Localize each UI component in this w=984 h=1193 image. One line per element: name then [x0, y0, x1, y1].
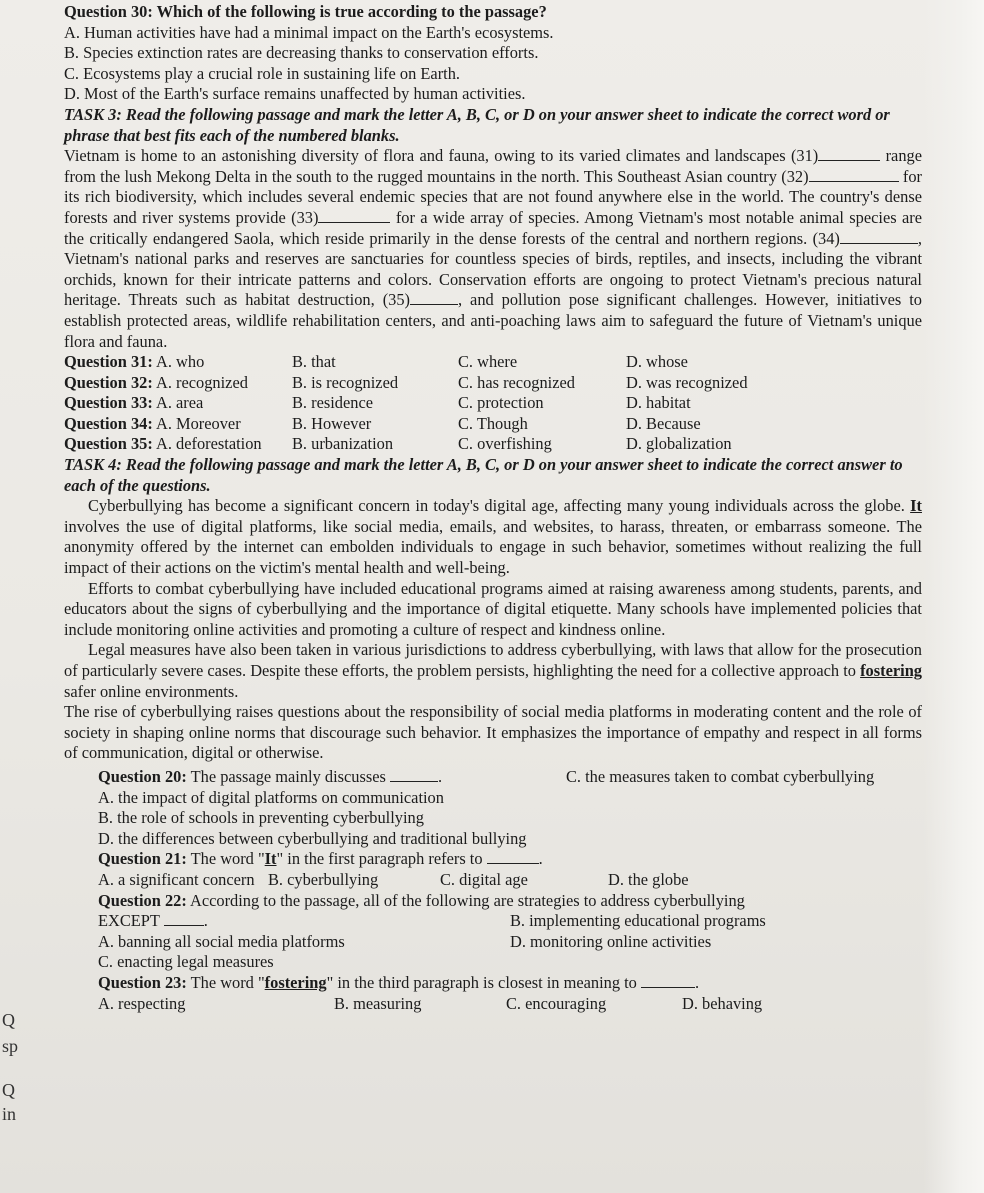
task-3-instruction: TASK 3: Read the following passage and mark the letter A, B, C, or D on your answer sheet to indicate the correct word or phrase that best fits each of the numbered blanks.: [64, 104, 890, 145]
question-20: Question 20: The passage mainly discusses . A. the impact of digital platforms on communication C. the measures taken to combat cyberbullying B. the role of schools in preventing cyberbullying D. the differences between cyberbullying and traditional bullying: [64, 767, 922, 849]
page-edge-shadow: [924, 0, 984, 1193]
question-34-option-d[interactable]: D. Because: [626, 413, 701, 433]
question-23-option-b[interactable]: B. measuring: [334, 993, 422, 1013]
question-31-option-c[interactable]: C. where: [458, 352, 518, 372]
question-20-option-a[interactable]: A. the impact of digital platforms on communication: [98, 787, 444, 807]
question-35-option-c[interactable]: C. overfishing: [458, 434, 552, 454]
question-22-option-d[interactable]: D. monitoring online activities: [510, 931, 712, 951]
question-32-option-d[interactable]: D. was recognized: [626, 372, 748, 392]
question-21-option-d[interactable]: D. the globe: [608, 869, 689, 889]
question-31-option-a[interactable]: A. who: [156, 352, 205, 372]
question-23-label: Question 23:: [98, 972, 187, 992]
blank-33-number: (33): [291, 207, 319, 227]
question-34-option-c[interactable]: C. Though: [458, 413, 528, 433]
question-33-option-b[interactable]: B. residence: [292, 393, 374, 413]
paragraph-1-start: Cyberbullying has become a significant concern in today's digital age, affecting many young individuals across the globe.: [88, 496, 905, 516]
question-21: Question 21: The word "It" in the first paragraph refers to . A. a significant concern B. cyberbullying C. digital age D. the globe: [98, 849, 689, 889]
question-32-label-a: Question 32: A. recognized: [64, 372, 248, 392]
blank-31-number: (31): [790, 146, 819, 166]
question-22-except: EXCEPT: [98, 911, 160, 931]
question-31-label-a: Question 31: A. who: [64, 352, 205, 372]
task-4-instruction: TASK 4: Read the following passage and mark the letter A, B, C, or D on your answer sheet to indicate the correct answer to each of the questions.: [64, 455, 903, 495]
question-22-option-a[interactable]: A. banning all social media platforms: [98, 931, 345, 951]
question-23-stem-post: " in the third paragraph is closest in meaning to: [326, 972, 637, 992]
question-23-option-a[interactable]: A. respecting: [98, 993, 186, 1013]
question-21-stem-pre: The word ": [190, 849, 265, 869]
question-35-option-d[interactable]: D. globalization: [626, 434, 732, 454]
paragraph-3-rest: safer online environments.: [64, 681, 239, 701]
referenced-word-it: It: [910, 496, 922, 516]
worksheet-content: [64, 2, 922, 1014]
question-23-option-d[interactable]: D. behaving: [682, 993, 763, 1013]
question-21-label: Question 21:: [98, 849, 187, 869]
referenced-word-fostering: fostering: [860, 661, 922, 680]
blank-35[interactable]: [410, 292, 458, 305]
question-30-option-d[interactable]: D. Most of the Earth's surface remains unaffected by human activities.: [64, 84, 526, 104]
question-35-label-a: Question 35: A. deforestation: [64, 434, 262, 454]
question-34-label-a: Question 34: A. Moreover: [64, 413, 241, 433]
question-35-option-b[interactable]: B. urbanization: [292, 434, 394, 454]
question-20-blank[interactable]: [390, 769, 438, 782]
paragraph-1-rest: involves the use of digital platforms, like social media, emails, and websites, to harass, threaten, or embarrass someone. The anonymity offered by the internet can embolden individuals to engage in such behavior, sometimes without realizing the full impact of their actions on the victim's mental health and well-being.: [64, 516, 922, 578]
question-23-word: fostering: [264, 972, 327, 992]
question-21-word: It: [264, 849, 277, 869]
question-21-blank[interactable]: [487, 851, 539, 864]
question-32-option-a[interactable]: A. recognized: [156, 372, 248, 392]
question-30-option-b[interactable]: B. Species extinction rates are decreasing thanks to conservation efforts.: [64, 43, 539, 63]
passage-paragraph-4: The rise of cyberbullying raises questions about the responsibility of social media platforms in moderating content and the role of society in shaping online norms that discourage such behavior. It emphasizes the importance of empathy and respect in all forms of communication, digital or otherwise.: [64, 702, 922, 763]
question-33-option-d[interactable]: D. habitat: [626, 393, 691, 413]
question-33-label-a: Question 33: A. area: [64, 393, 204, 413]
blank-35-number: (35): [382, 290, 410, 310]
passage-text-3: for its rich biodiversity, which includes several endemic species that are not found anywhere else in the world. The country's dense forests and river systems provide: [64, 166, 922, 227]
question-31-option-b[interactable]: B. that: [292, 352, 336, 372]
margin-letter-1: Q: [2, 1010, 15, 1030]
question-33-option-a[interactable]: A. area: [156, 393, 204, 413]
passage-paragraph-1: [64, 496, 922, 578]
passage-paragraph-3: [64, 640, 922, 702]
question-21-option-b[interactable]: B. cyberbullying: [268, 869, 379, 889]
blank-31[interactable]: [818, 148, 880, 161]
question-20-label: Question 20:: [98, 766, 187, 786]
question-30-stem: Question 30: Which of the following is true according to the passage?: [64, 2, 547, 21]
passage-text-5: , Vietnam's national parks and reserves are sanctuaries for countless species of birds, reptiles, and insects, including the vibrant orchids, known for their intricate patterns and colors. Conservation efforts are ongoing to protect Vietnam's precious natural heritage. Threats such as habitat destruction,: [64, 228, 922, 310]
blank-32-number: (32): [781, 166, 809, 186]
question-20-option-d[interactable]: D. the differences between cyberbullying and traditional bullying: [98, 828, 527, 848]
margin-letter-3: Q: [2, 1080, 15, 1100]
question-35-option-a[interactable]: A. deforestation: [156, 434, 262, 454]
paragraph-3-start: Legal measures have also been taken in various jurisdictions to address cyberbullying, with laws that allow for the prosecution of particularly severe cases. Despite these efforts, the problem persists, highlighting the need for a collective approach to: [64, 640, 922, 680]
question-22-option-b[interactable]: B. implementing educational programs: [510, 911, 766, 931]
question-32-option-b[interactable]: B. is recognized: [292, 372, 399, 392]
question-21-option-c[interactable]: C. digital age: [440, 869, 528, 889]
blank-32[interactable]: [809, 169, 899, 182]
question-23-stem-pre: The word ": [190, 972, 265, 992]
question-30-option-c[interactable]: C. Ecosystems play a crucial role in sustaining life on Earth.: [64, 63, 461, 83]
question-23: Question 23: The word "fostering" in the third paragraph is closest in meaning to . A. respecting B. measuring C. encouraging D. behaving: [98, 972, 763, 1013]
task-3-passage: [64, 146, 922, 352]
question-34-option-a[interactable]: A. Moreover: [156, 413, 241, 433]
question-23-blank[interactable]: [641, 975, 695, 988]
question-22-option-c[interactable]: C. enacting legal measures: [98, 952, 274, 972]
passage-text-4: for a wide array of species. Among Vietnam's most notable animal species are the critically endangered Saola, which reside primarily in the dense forests of the central and northern regions.: [64, 207, 923, 248]
question-20-option-c[interactable]: C. the measures taken to combat cyberbullying: [566, 766, 875, 786]
question-30-option-a[interactable]: A. Human activities have had a minimal impact on the Earth's ecosystems.: [64, 22, 554, 42]
passage-text-6: , and pollution pose significant challenges. However, initiatives to establish protected areas, wildlife rehabilitation centers, and anti-poaching laws aim to safeguard the future of Vietnam's unique flora and fauna.: [64, 290, 922, 351]
passage-text-1: Vietnam is home to an astonishing diversity of flora and fauna, owing to its varied climates and landscapes: [64, 146, 786, 166]
question-22: Question 22: According to the passage, all of the following are strategies to address cyberbullying EXCEPT . B. implementing educational programs A. banning all social media platforms D. monitoring online activities C. enacting legal measures: [64, 891, 922, 973]
passage-text-2: range from the lush Mekong Delta in the south to the rugged mountains in the north. This Southeast Asian country: [64, 146, 922, 186]
blank-33[interactable]: [318, 210, 390, 223]
blank-34[interactable]: [840, 231, 918, 244]
question-22-label: Question 22:: [98, 890, 187, 910]
question-22-stem: According to the passage, all of the following are strategies to address cyberbullying: [190, 890, 745, 910]
margin-letter-4: in: [2, 1104, 17, 1124]
question-21-stem-post: " in the first paragraph refers to: [276, 849, 483, 869]
question-20-option-b[interactable]: B. the role of schools in preventing cyberbullying: [98, 808, 424, 828]
passage-paragraph-2: Efforts to combat cyberbullying have included educational programs aimed at raising awareness among students, parents, and educators about the signs of cyberbullying and the importance of digital etiquette. Many schools have implemented policies that include monitoring online activities and promoting a culture of respect and kindness online.: [64, 578, 922, 639]
question-31-option-d[interactable]: D. whose: [626, 352, 688, 372]
question-20-stem: The passage mainly discusses: [190, 766, 386, 786]
question-21-option-a[interactable]: A. a significant concern: [98, 869, 255, 889]
margin-letter-2: sp: [2, 1036, 19, 1056]
task-3-answer-grid: [64, 352, 922, 455]
blank-34-number: (34): [812, 228, 840, 248]
adjacent-page-fragment: [0, 1000, 50, 1193]
question-22-blank[interactable]: [164, 913, 204, 926]
question-23-option-c[interactable]: C. encouraging: [506, 993, 607, 1013]
question-33-option-c[interactable]: C. protection: [458, 393, 544, 413]
question-32-option-c[interactable]: C. has recognized: [458, 372, 575, 392]
question-34-option-b[interactable]: B. However: [292, 413, 372, 433]
